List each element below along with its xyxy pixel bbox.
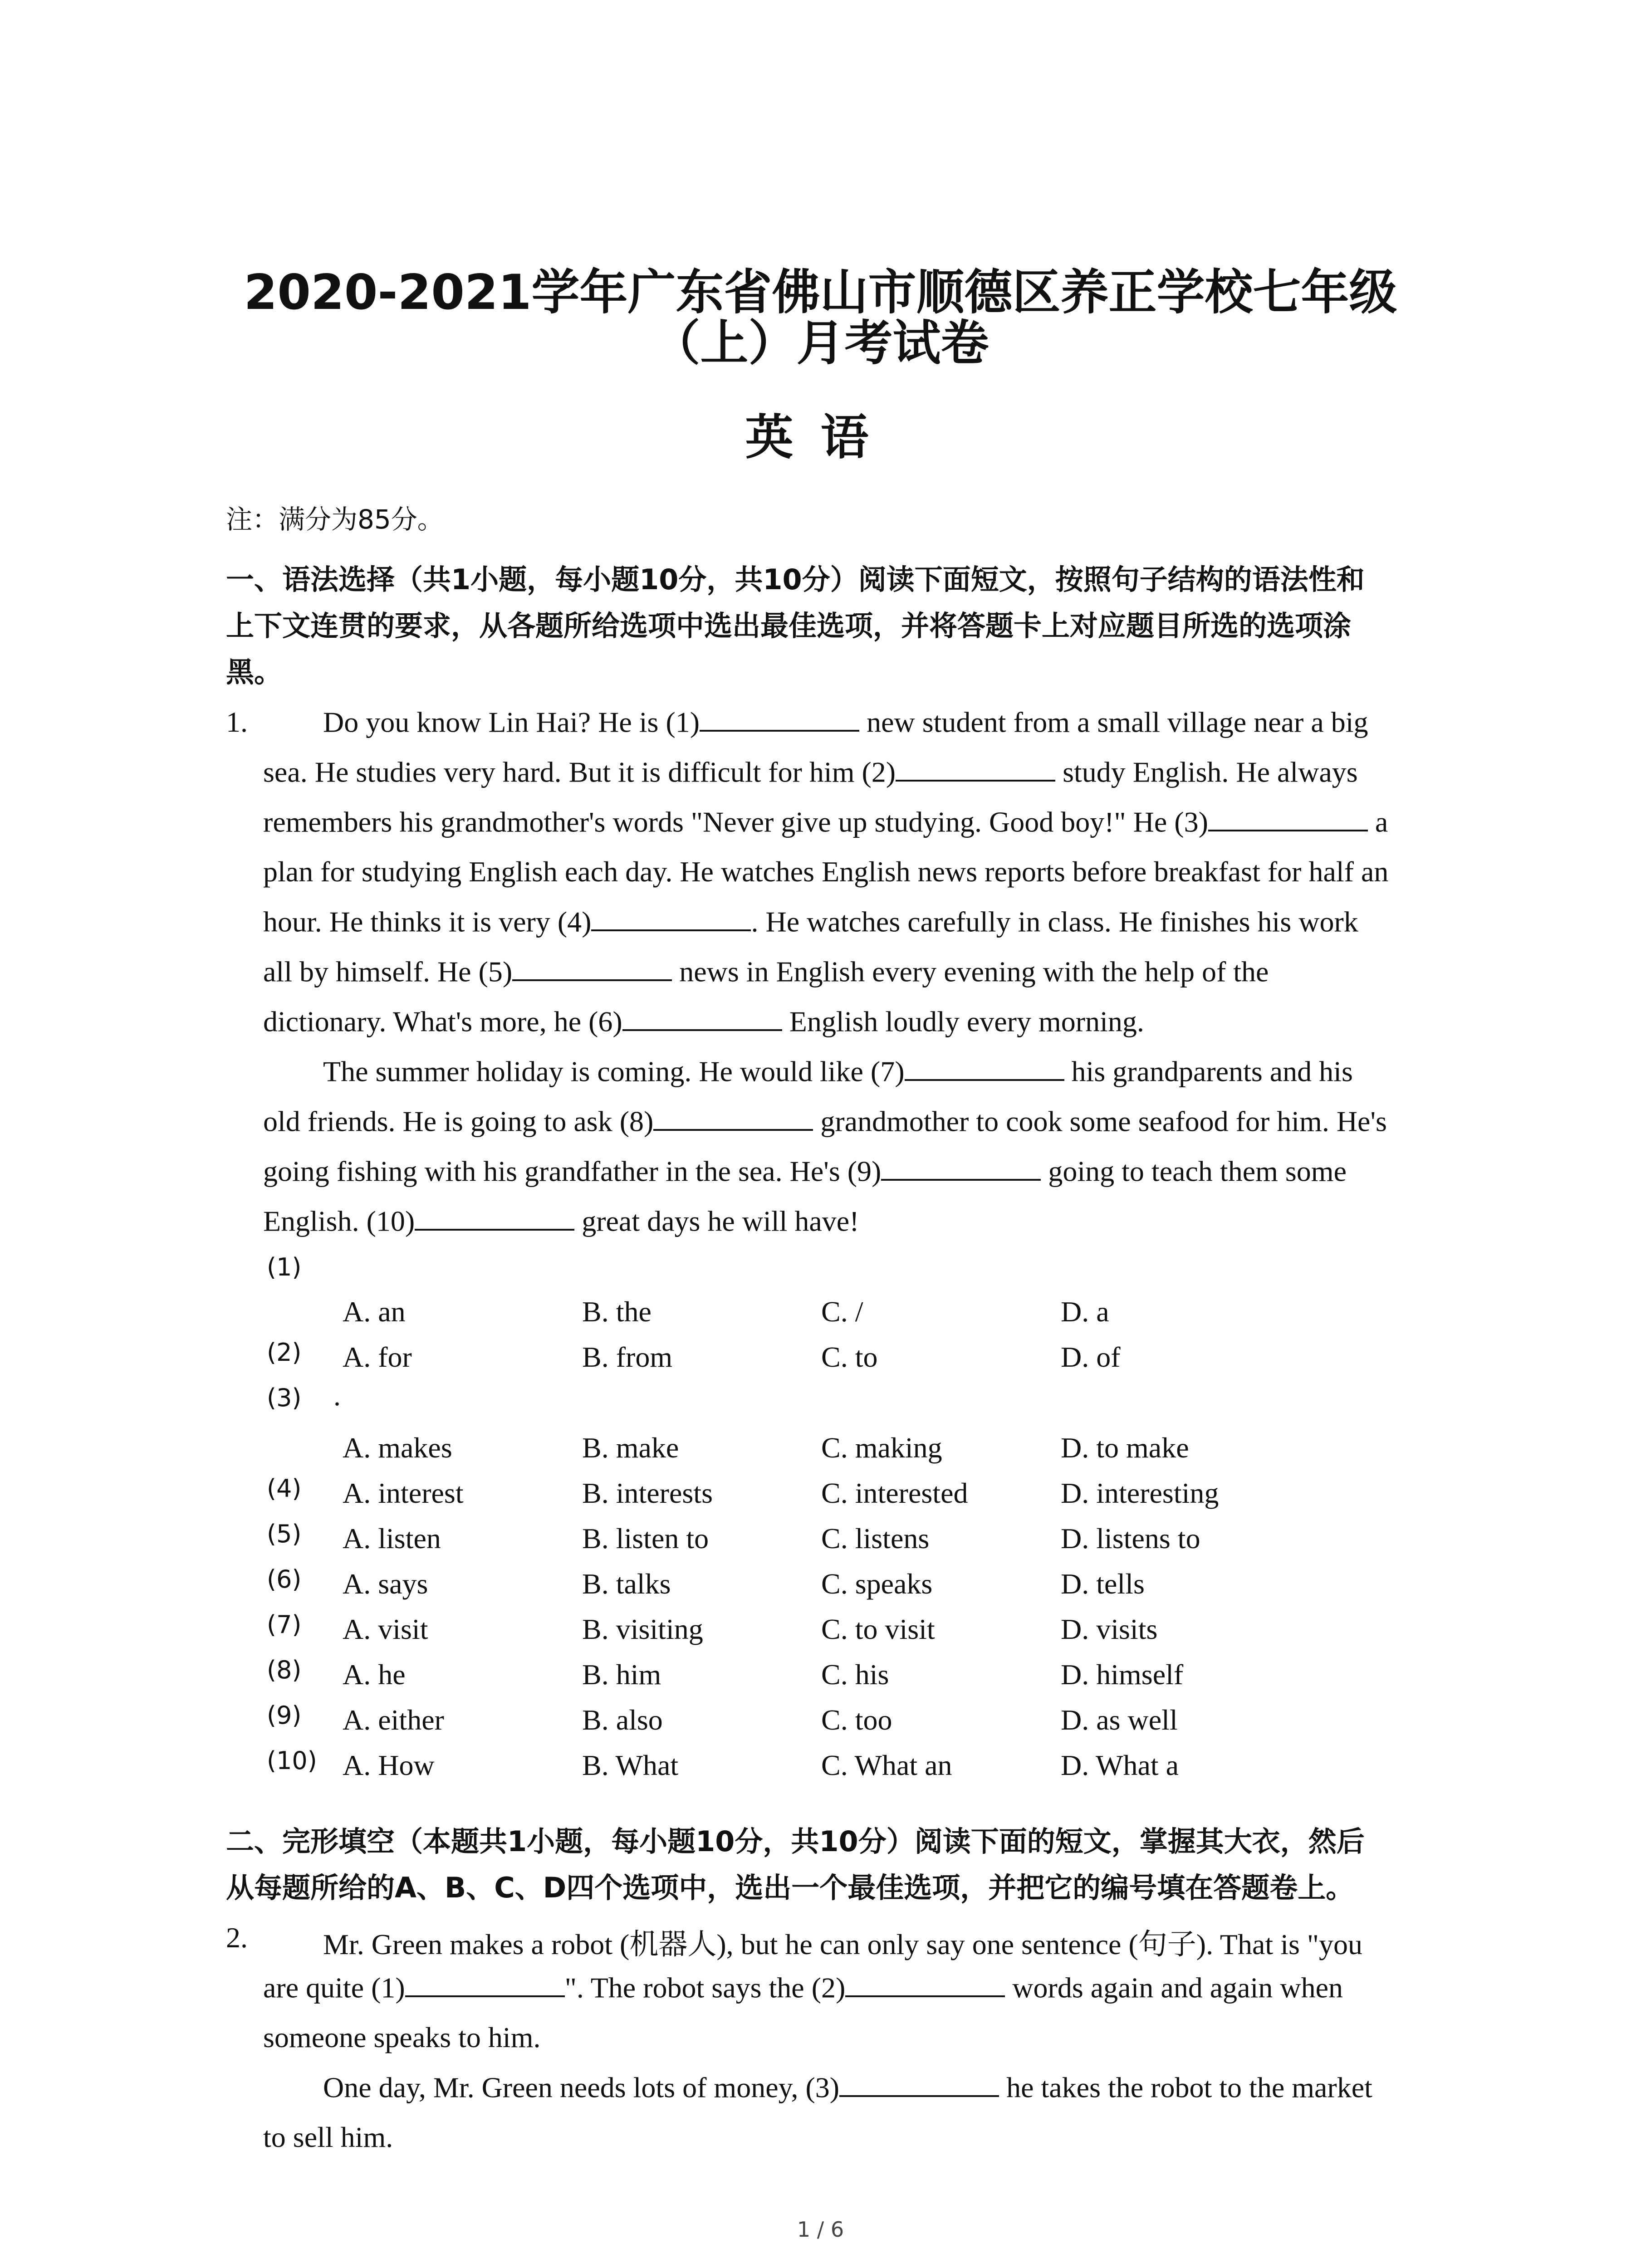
option-b: B. listen to xyxy=(582,1522,709,1554)
answer-blank xyxy=(1208,805,1368,831)
passage-line: sea. He studies very hard. But it is difficult for him (2) study English. He always xyxy=(263,756,1358,788)
option-a: A. How xyxy=(343,1749,435,1781)
answer-blank xyxy=(905,1055,1064,1081)
option-b: B. visiting xyxy=(582,1613,703,1645)
passage-line: to sell him. xyxy=(263,2121,393,2153)
page-title-line2: （上）月考试卷 xyxy=(652,315,989,371)
page-number: 1 / 6 xyxy=(797,2217,844,2242)
option-number: (10) xyxy=(267,1746,317,1775)
option-b: B. from xyxy=(582,1341,673,1373)
option-c: C. too xyxy=(821,1704,892,1736)
option-a: A. says xyxy=(343,1568,428,1600)
option-d: D. tells xyxy=(1061,1568,1145,1600)
option-b: B. interests xyxy=(582,1477,713,1509)
option-c: C. making xyxy=(821,1432,942,1464)
answer-blank xyxy=(700,705,859,732)
answer-blank xyxy=(512,955,672,981)
option-b: B. the xyxy=(582,1295,652,1328)
option-d: D. as well xyxy=(1061,1704,1178,1736)
answer-blank xyxy=(415,1204,574,1231)
option-c: C. What an xyxy=(821,1749,952,1781)
option-d: D. What a xyxy=(1061,1749,1179,1781)
question-number: 2. xyxy=(226,1921,248,1954)
option-a: A. he xyxy=(343,1658,406,1691)
option-c: C. interested xyxy=(821,1477,968,1509)
option-number: (4) xyxy=(267,1474,302,1503)
option-d: D. listens to xyxy=(1061,1522,1200,1554)
option-a: A. visit xyxy=(343,1613,428,1645)
option-number: (6) xyxy=(267,1565,302,1593)
option-c: C. to visit xyxy=(821,1613,935,1645)
passage-line: dictionary. What's more, he (6) English loudly every morning. xyxy=(263,1005,1144,1038)
passage-line: plan for studying English each day. He watches English news reports before breakfast for half an xyxy=(263,855,1389,888)
section1-line2: 上下文连贯的要求，从各题所给选项中选出最佳选项，并将答题卡上对应题目所选的选项涂 xyxy=(226,609,1352,642)
passage-line: English. (10) great days he will have! xyxy=(263,1205,859,1237)
option-b: B. make xyxy=(582,1432,679,1464)
option-number: (3) xyxy=(267,1383,302,1412)
passage-line: hour. He thinks it is very (4) . He watches carefully in class. He finishes his work xyxy=(263,905,1358,938)
option-a: A. for xyxy=(343,1341,412,1373)
score-note: 注：满分为85分。 xyxy=(226,504,444,535)
option-number: (1) xyxy=(267,1253,302,1281)
passage-line: old friends. He is going to ask (8) grandmother to cook some seafood for him. He's xyxy=(263,1105,1387,1138)
passage-line: The summer holiday is coming. He would like (7) his grandparents and his xyxy=(323,1055,1353,1088)
section2-line2: 从每题所给的A、B、C、D四个选项中，选出一个最佳选项，并把它的编号填在答题卷上。 xyxy=(226,1871,1354,1904)
option-a: A. either xyxy=(343,1704,444,1736)
option-number: (7) xyxy=(267,1610,302,1639)
section2-line1: 二、完形填空（本题共1小题，每小题10分，共10分）阅读下面的短文，掌握其大衣，然后 xyxy=(226,1825,1365,1858)
option-number: (9) xyxy=(267,1701,302,1730)
answer-blank xyxy=(896,755,1055,782)
option-d: D. interesting xyxy=(1061,1477,1219,1509)
answer-blank xyxy=(653,1105,813,1131)
option-c: C. his xyxy=(821,1658,889,1691)
passage-line: are quite (1) ". The robot says the (2) words again and again when xyxy=(263,1971,1343,2004)
subject-heading: 英语 xyxy=(745,409,896,465)
answer-blank xyxy=(591,905,751,931)
option-number: (8) xyxy=(267,1656,302,1684)
passage-line: One day, Mr. Green needs lots of money, (3) he takes the robot to the market xyxy=(323,2071,1372,2104)
option-b: B. What xyxy=(582,1749,679,1781)
passage-line: Do you know Lin Hai? He is (1) new student from a small village near a big xyxy=(323,706,1368,738)
option-b: B. talks xyxy=(582,1568,671,1600)
option-c: C. listens xyxy=(821,1522,930,1554)
option-a: A. interest xyxy=(343,1477,464,1509)
page-title-line1: 2020-2021学年广东省佛山市顺德区养正学校七年级 xyxy=(244,264,1397,320)
option-c: C. to xyxy=(821,1341,878,1373)
option-d: D. of xyxy=(1061,1341,1121,1373)
passage-line: all by himself. He (5) news in English every evening with the help of the xyxy=(263,955,1269,988)
option-b: B. him xyxy=(582,1658,661,1691)
option-c: C. / xyxy=(821,1295,863,1328)
answer-blank xyxy=(839,2071,999,2097)
question-number: 1. xyxy=(226,706,248,738)
option-d: D. visits xyxy=(1061,1613,1158,1645)
option-d: D. himself xyxy=(1061,1658,1184,1691)
option-a: A. listen xyxy=(343,1522,441,1554)
option-d: D. a xyxy=(1061,1295,1109,1328)
answer-blank xyxy=(881,1154,1041,1181)
answer-blank xyxy=(845,1971,1005,1997)
option-number: (2) xyxy=(267,1338,302,1367)
option-stem: . xyxy=(333,1379,341,1412)
option-b: B. also xyxy=(582,1704,663,1736)
answer-blank xyxy=(622,1005,782,1031)
passage-line: remembers his grandmother's words "Never give up studying. Good boy!" He (3) a xyxy=(263,806,1388,838)
passage-line: going fishing with his grandfather in the sea. He's (9) going to teach them some xyxy=(263,1155,1347,1188)
option-number: (5) xyxy=(267,1520,302,1548)
answer-blank xyxy=(405,1971,565,1997)
option-c: C. speaks xyxy=(821,1568,933,1600)
option-a: A. makes xyxy=(343,1432,452,1464)
option-a: A. an xyxy=(343,1295,406,1328)
section1-line3: 黑。 xyxy=(226,655,283,689)
option-d: D. to make xyxy=(1061,1432,1189,1464)
section1-line1: 一、语法选择（共1小题，每小题10分，共10分）阅读下面短文，按照句子结构的语法性和 xyxy=(226,563,1365,596)
passage-line: someone speaks to him. xyxy=(263,2021,541,2053)
passage-line: Mr. Green makes a robot (机器人), but he can only say one sentence (句子). That is "you xyxy=(323,1928,1363,1960)
